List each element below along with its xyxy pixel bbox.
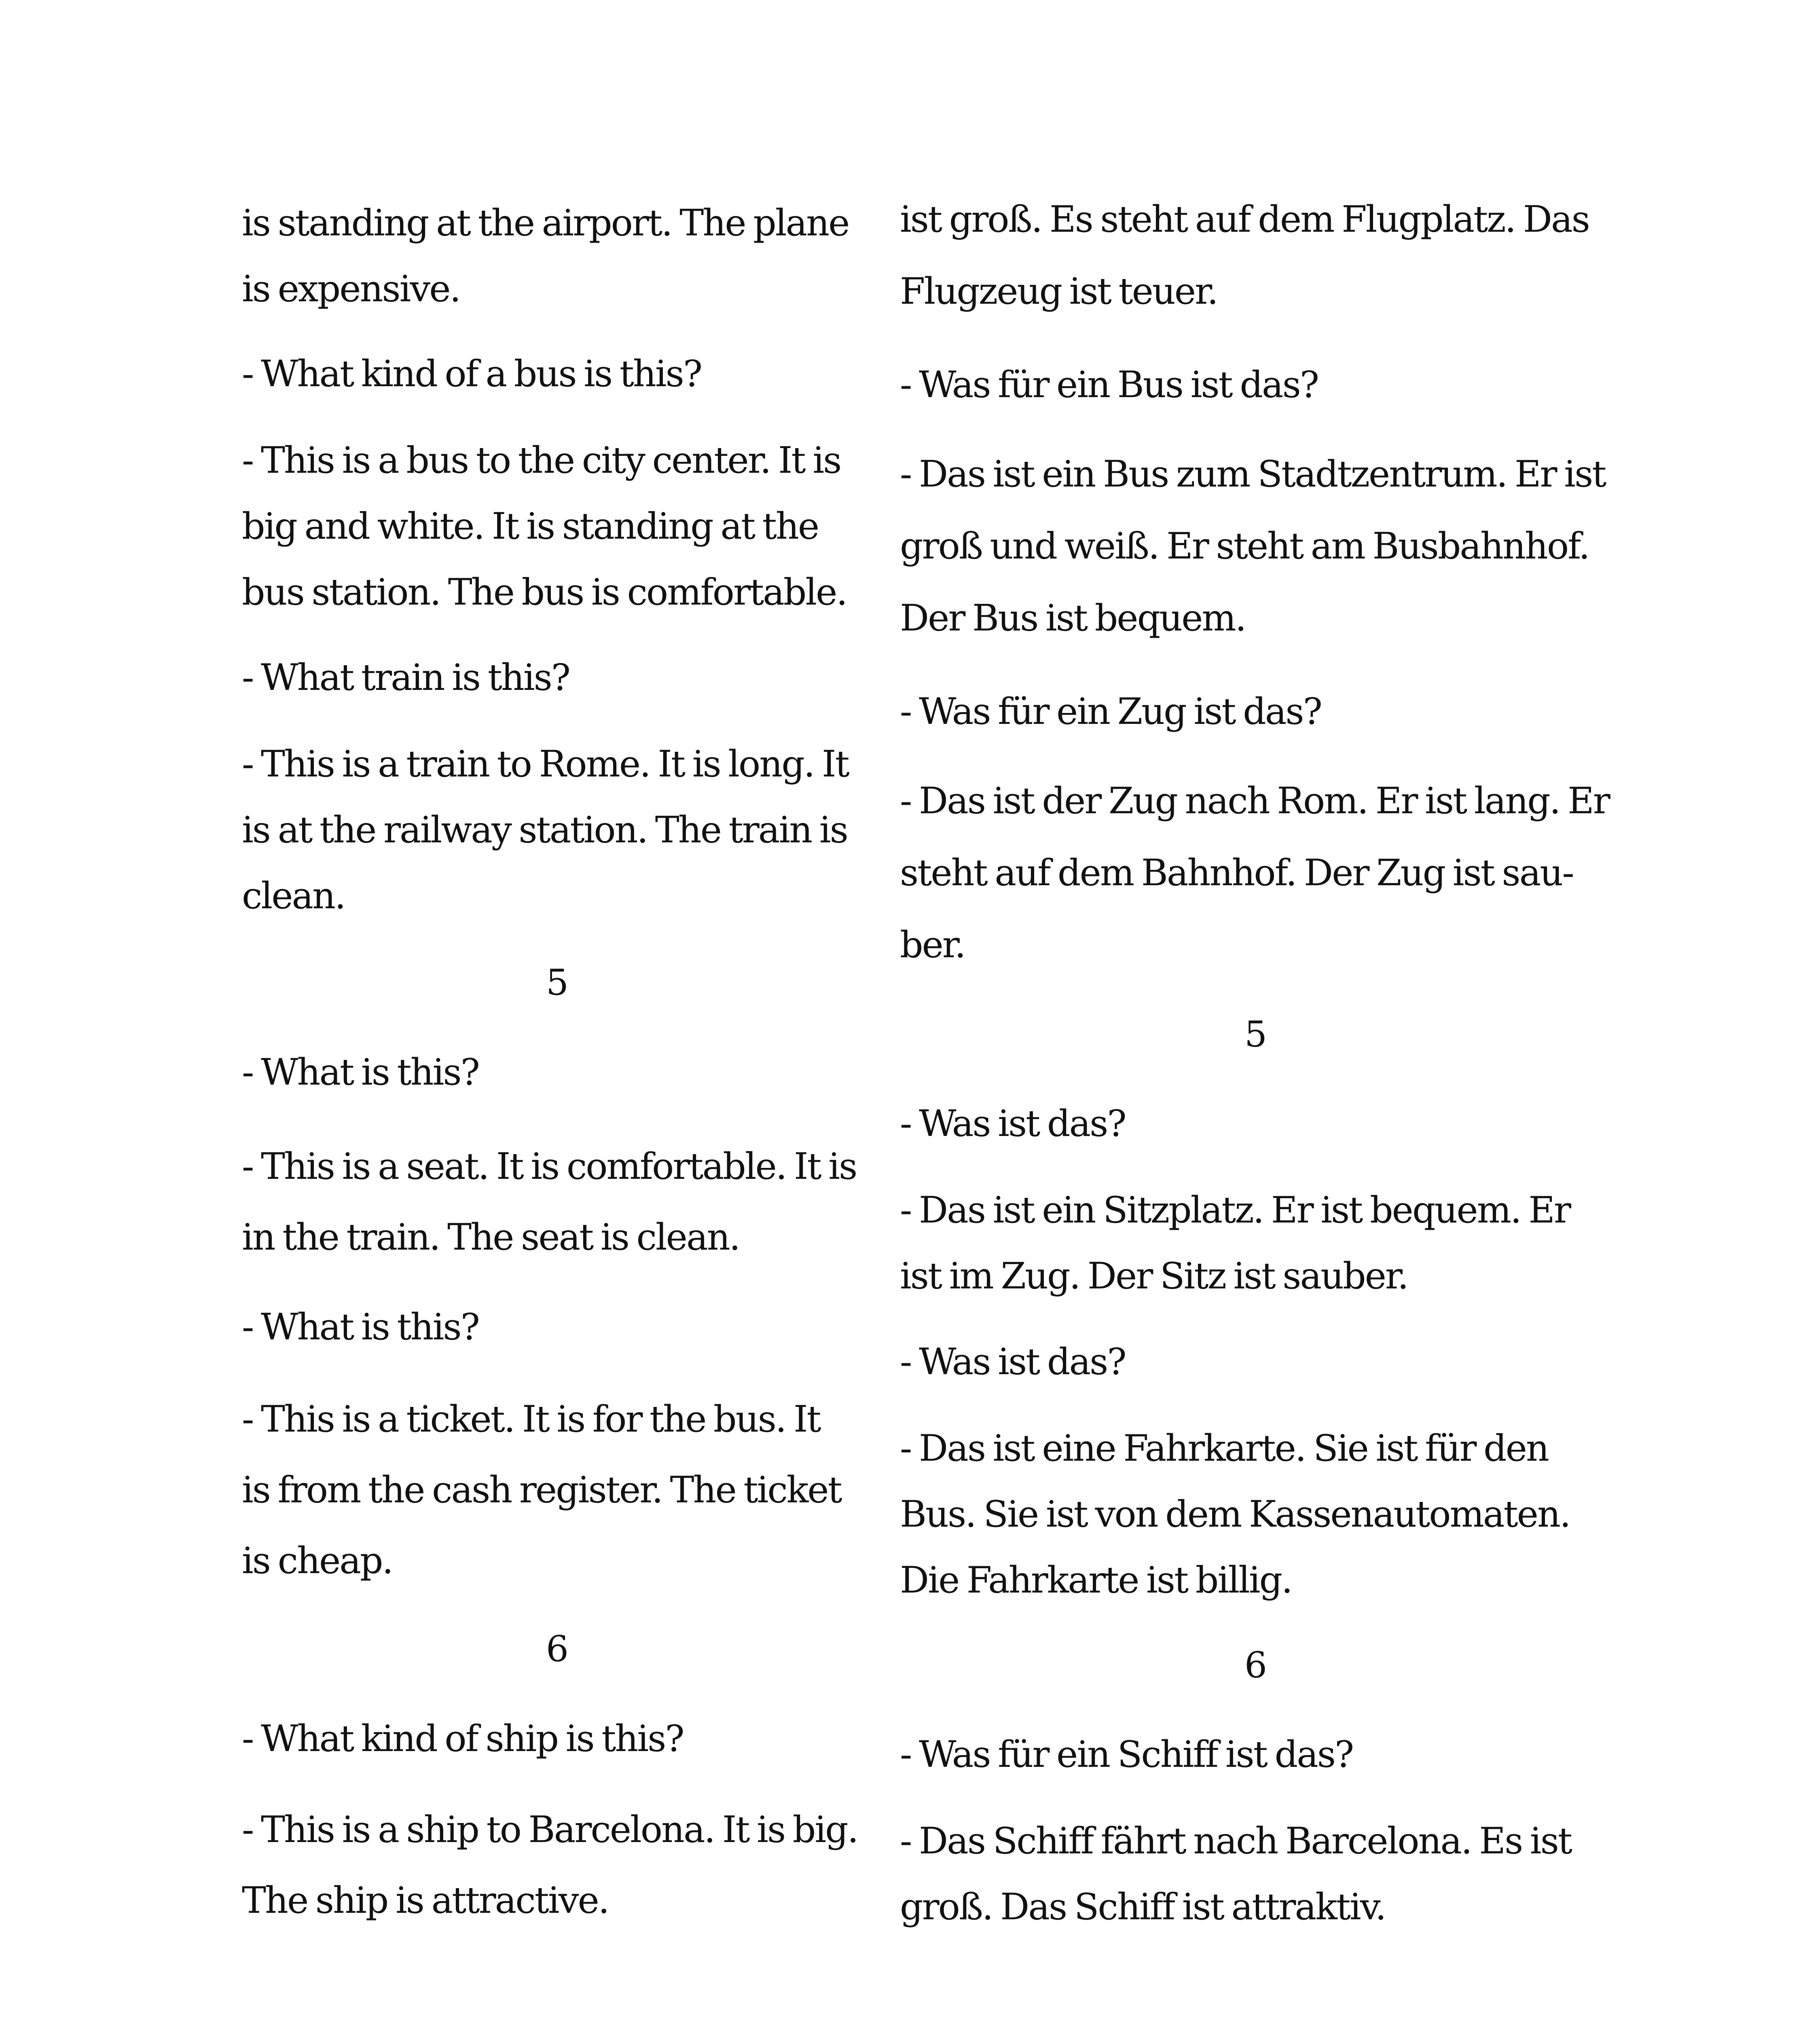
german-paragraph-1 — [900, 184, 1589, 328]
section-heading-6: 6 — [546, 1628, 569, 1670]
text-line: ber. — [900, 924, 965, 966]
text-line: - Was für ein Bus ist das? — [900, 364, 1318, 406]
english-paragraph-11 — [242, 1794, 857, 1936]
english-paragraph-9 — [242, 1384, 841, 1596]
text-line: is standing at the airport. The plane — [242, 202, 849, 244]
text-line: - What is this? — [242, 1051, 479, 1093]
text-line: Der Bus ist bequem. — [900, 597, 1246, 639]
text-line: ist im Zug. Der Sitz ist sauber. — [900, 1255, 1408, 1297]
section-heading-5: 5 — [1244, 1013, 1267, 1055]
english-paragraph-3 — [242, 427, 847, 625]
english-paragraph-4 — [242, 645, 569, 711]
german-paragraph-9 — [900, 1415, 1570, 1613]
german-paragraph-2 — [900, 352, 1318, 418]
text-line: big and white. It is standing at the — [242, 505, 819, 548]
text-line: groß und weiß. Er steht am Busbahnhof. — [900, 525, 1589, 567]
section-heading-5: 5 — [546, 962, 569, 1003]
text-line: Bus. Sie ist von dem Kassenautomaten. — [900, 1493, 1570, 1536]
text-line: steht auf dem Bahnhof. Der Zug ist sau- — [900, 852, 1573, 894]
text-line: - Was ist das? — [900, 1341, 1126, 1383]
text-line: is at the railway station. The train is — [242, 809, 847, 851]
text-line: - Was für ein Zug ist das? — [900, 690, 1321, 733]
text-line: - What kind of a bus is this? — [242, 353, 702, 395]
text-line: - This is a bus to the city center. It is — [242, 439, 841, 482]
text-line: - This is a seat. It is comfortable. It is — [242, 1145, 857, 1188]
text-line: - This is a train to Rome. It is long. It — [242, 743, 849, 785]
text-line: groß. Das Schiff ist attraktiv. — [900, 1886, 1386, 1928]
english-paragraph-5 — [242, 731, 849, 929]
text-line: - This is a ship to Barcelona. It is big. — [242, 1808, 858, 1851]
english-column — [242, 0, 873, 2022]
text-line: - Was für ein Schiff ist das? — [900, 1733, 1353, 1776]
english-paragraph-2 — [242, 341, 701, 407]
german-column — [900, 0, 1612, 2022]
german-paragraph-8 — [900, 1329, 1126, 1395]
text-line: - Das ist eine Fahrkarte. Sie ist für den — [900, 1427, 1548, 1470]
german-paragraph-7 — [900, 1177, 1570, 1309]
text-line: The ship is attractive. — [242, 1879, 609, 1922]
text-line: - Das ist der Zug nach Rom. Er ist lang. Er — [900, 780, 1609, 822]
text-line: Flugzeug ist teuer. — [900, 270, 1217, 313]
text-line: - Was ist das? — [900, 1102, 1126, 1145]
text-line: - Das Schiff fährt nach Barcelona. Es ist — [900, 1820, 1571, 1862]
text-line: is expensive. — [242, 268, 460, 310]
text-line: - Das ist ein Sitzplatz. Er ist bequem. Er — [900, 1189, 1570, 1231]
english-paragraph-10 — [242, 1703, 684, 1774]
english-paragraph-6 — [242, 1039, 479, 1105]
text-line: bus station. The bus is comfortable. — [242, 571, 847, 613]
text-line: clean. — [242, 875, 345, 917]
german-paragraph-11 — [900, 1808, 1571, 1940]
text-line: Die Fahrkarte ist billig. — [900, 1559, 1292, 1601]
german-paragraph-10 — [900, 1722, 1353, 1787]
english-paragraph-7 — [242, 1131, 856, 1273]
text-line: - What is this? — [242, 1306, 479, 1348]
text-line: - What train is this? — [242, 656, 570, 699]
text-line: is cheap. — [242, 1540, 393, 1582]
german-paragraph-3 — [900, 438, 1605, 654]
text-line: is from the cash register. The ticket — [242, 1469, 841, 1511]
text-line: - This is a ticket. It is for the bus. It — [242, 1398, 820, 1440]
text-line: - Das ist ein Bus zum Stadtzentrum. Er ist — [900, 453, 1606, 495]
text-line: ist groß. Es steht auf dem Flugplatz. Das — [900, 198, 1589, 241]
english-paragraph-1 — [242, 190, 849, 322]
german-paragraph-4 — [900, 679, 1321, 745]
section-heading-6: 6 — [1244, 1644, 1267, 1686]
german-paragraph-6 — [900, 1091, 1126, 1157]
text-line: in the train. The seat is clean. — [242, 1216, 740, 1258]
german-paragraph-5 — [900, 765, 1609, 981]
text-line: - What kind of ship is this? — [242, 1717, 684, 1760]
english-paragraph-8 — [242, 1294, 479, 1360]
